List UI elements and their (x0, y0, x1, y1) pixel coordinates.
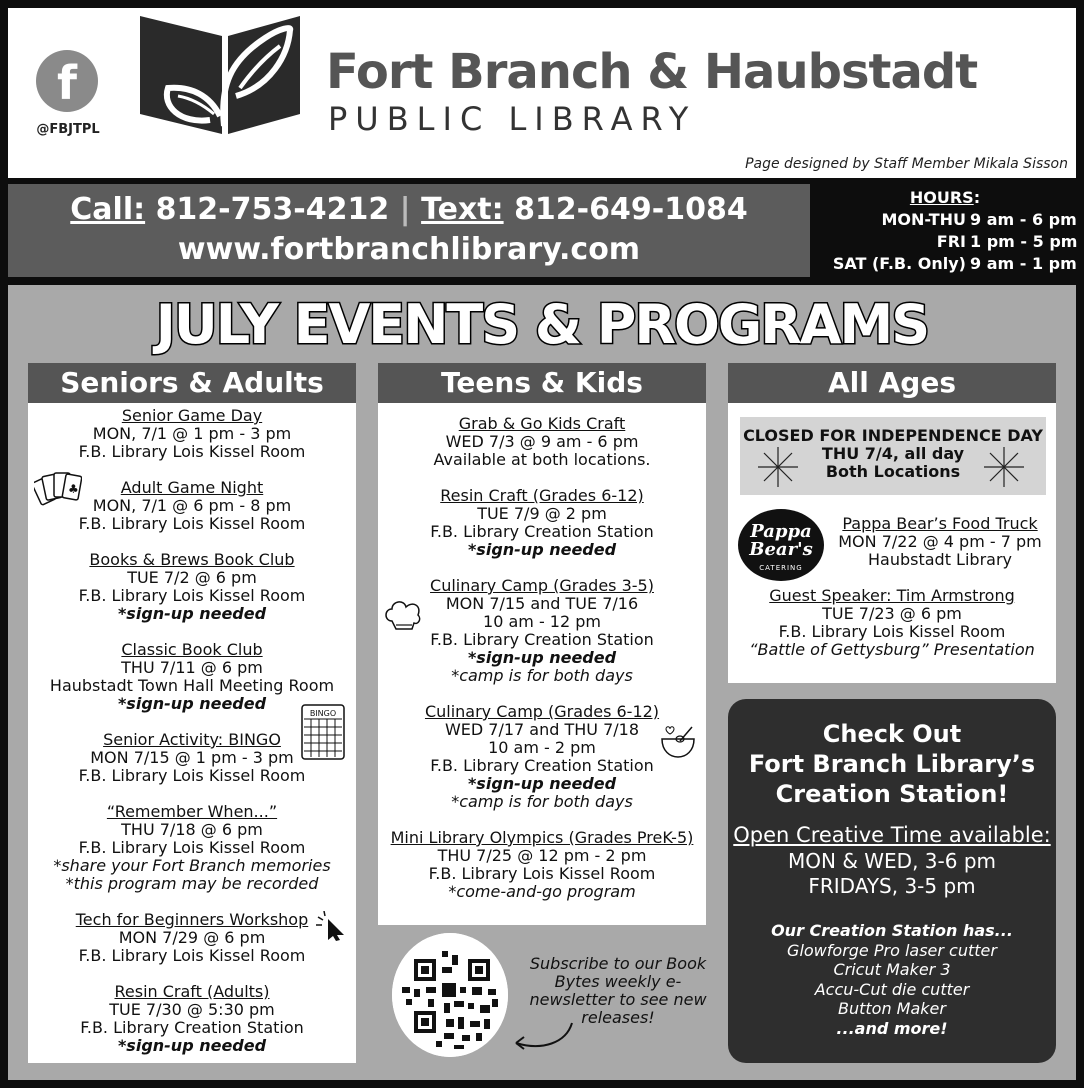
cursor-click-icon (314, 911, 348, 941)
all-ages-heading: All Ages (728, 363, 1056, 403)
all-ages-column (728, 403, 1056, 683)
closed-line: THU 7/4, all day (821, 444, 965, 463)
event-note: *come-and-go program (448, 882, 636, 901)
event-line: 10 am - 12 pm (483, 612, 601, 631)
event-name: Guest Speaker: Tim Armstrong (769, 586, 1015, 605)
creation-title-line: Creation Station! (775, 780, 1009, 808)
event-note: *share your Fort Branch memories (53, 856, 331, 875)
event-name: Senior Activity: BINGO (103, 730, 281, 749)
event-name: “Remember When...” (106, 802, 278, 821)
hours-days: SAT (F.B. Only) (832, 254, 966, 273)
signup-note: *sign-up needed (117, 604, 267, 623)
event-note: *camp is for both days (451, 666, 633, 685)
hours-title-colon: : (973, 188, 981, 207)
event-line: MON, 7/1 @ 1 pm - 3 pm (92, 424, 292, 443)
event-line: F.B. Library Lois Kissel Room (78, 838, 306, 857)
hours-days: FRI (936, 232, 966, 251)
event-line: F.B. Library Lois Kissel Room (78, 514, 306, 533)
event-item (378, 703, 706, 811)
text-number[interactable]: 812-649-1084 (514, 192, 748, 227)
event-note: “Battle of Gettysburg” Presentation (749, 640, 1035, 659)
event-name: Books & Brews Book Club (89, 550, 295, 569)
creation-title-line: Fort Branch Library’s (748, 750, 1036, 778)
event-line: F.B. Library Lois Kissel Room (78, 442, 306, 461)
event-item (378, 577, 706, 685)
event-name: Pappa Bear’s Food Truck (842, 514, 1038, 533)
teens-heading: Teens & Kids (378, 363, 706, 403)
event-line: F.B. Library Creation Station (430, 756, 654, 775)
seniors-heading: Seniors & Adults (28, 363, 356, 403)
signup-note: *sign-up needed (117, 694, 267, 713)
event-line: F.B. Library Lois Kissel Room (78, 586, 306, 605)
event-name: Culinary Camp (Grades 3-5) (430, 576, 654, 595)
newsletter-qr-code[interactable] (392, 933, 508, 1057)
open-creative-time: Open Creative Time available: (733, 823, 1051, 847)
pappa-logo-sub: CATERING (759, 564, 803, 572)
event-line: MON 7/15 and TUE 7/16 (445, 594, 639, 613)
call-label: Call: (70, 192, 146, 227)
facebook-handle: @FBJTPL (36, 122, 100, 137)
event-line: F.B. Library Creation Station (80, 1018, 304, 1037)
playing-cards-icon (34, 469, 82, 511)
creation-title-line: Check Out (822, 720, 962, 748)
equipment-item: Button Maker (838, 999, 946, 1018)
equipment-more: ...and more! (836, 1018, 948, 1038)
event-line: THU 7/18 @ 6 pm (121, 820, 263, 839)
hours-time: 1 pm - 5 pm (970, 232, 1078, 251)
event-item (28, 803, 356, 893)
event-line: TUE 7/30 @ 5:30 pm (109, 1000, 275, 1019)
event-line: F.B. Library Creation Station (430, 522, 654, 541)
event-line: F.B. Library Lois Kissel Room (778, 622, 1006, 641)
equipment-item: Glowforge Pro laser cutter (787, 940, 997, 960)
hours-title (814, 188, 1076, 207)
event-name: Resin Craft (Adults) (114, 982, 270, 1001)
event-item (378, 415, 706, 469)
event-name: Resin Craft (Grades 6-12) (440, 486, 644, 505)
equipment-item: Cricut Maker 3 (833, 960, 951, 979)
signup-note: *sign-up needed (467, 774, 617, 793)
hours-time: 9 am - 6 pm (970, 210, 1077, 229)
library-name: Fort Branch & Haubstadt (326, 44, 978, 100)
event-item (378, 829, 706, 901)
event-line: TUE 7/2 @ 6 pm (127, 568, 257, 587)
event-line: MON 7/15 @ 1 pm - 3 pm (90, 748, 294, 767)
equipment-item: Accu-Cut die cutter (814, 979, 970, 999)
bingo-label: BINGO (309, 709, 337, 718)
call-number[interactable]: 812-753-4212 (155, 192, 390, 227)
creation-title (728, 719, 1056, 809)
event-name: Senior Game Day (121, 406, 263, 425)
website-link[interactable]: www.fortbranchlibrary.com (177, 232, 641, 267)
schedule-line: FRIDAYS, 3-5 pm (808, 874, 976, 898)
event-name: Culinary Camp (Grades 6-12) (424, 702, 660, 721)
event-line: F.B. Library Lois Kissel Room (428, 864, 656, 883)
contact-phones (8, 192, 810, 227)
pappa-logo-text: Pappa Bear's (749, 521, 813, 560)
closed-line: Both Locations (825, 462, 961, 481)
contact-separator: | (399, 192, 411, 227)
main-panel (8, 285, 1076, 1080)
event-line: F.B. Library Creation Station (430, 630, 654, 649)
page-title: JULY EVENTS & PROGRAMS (155, 293, 929, 356)
event-line: WED 7/3 @ 9 am - 6 pm (445, 432, 639, 451)
signup-note: *sign-up needed (467, 648, 617, 667)
event-name: Tech for Beginners Workshop (75, 910, 309, 929)
event-line: THU 7/25 @ 12 pm - 2 pm (437, 846, 647, 865)
schedule-line: MON & WED, 3-6 pm (788, 849, 996, 873)
fireworks-icon (754, 443, 802, 491)
event-line: MON 7/29 @ 6 pm (118, 928, 266, 947)
pappa-bears-logo (738, 509, 824, 581)
event-name: Adult Game Night (120, 478, 264, 497)
event-note: *this program may be recorded (65, 874, 319, 893)
event-name: Classic Book Club (121, 640, 263, 659)
event-item (824, 515, 1056, 569)
event-line: MON, 7/1 @ 6 pm - 8 pm (92, 496, 292, 515)
event-line: WED 7/17 and THU 7/18 (444, 720, 640, 739)
event-line: TUE 7/23 @ 6 pm (822, 604, 962, 623)
subscribe-text: Subscribe to our Book Bytes weekly e-newsletter to see new releases! (529, 954, 707, 1027)
creation-station-panel (728, 699, 1056, 1063)
hours-time: 9 am - 1 pm (970, 254, 1077, 273)
event-item (728, 587, 1056, 659)
creation-equipment (728, 921, 1056, 1038)
event-line: MON 7/22 @ 4 pm - 7 pm (838, 532, 1042, 551)
closed-notice (740, 417, 1046, 495)
teens-column (378, 403, 706, 925)
library-logo-icon (140, 16, 300, 134)
hours-panel (814, 184, 1076, 277)
event-item (28, 551, 356, 623)
library-subtitle: PUBLIC LIBRARY (328, 100, 697, 138)
event-line: THU 7/11 @ 6 pm (121, 658, 263, 677)
header (8, 8, 1076, 178)
signup-note: *sign-up needed (467, 540, 617, 559)
contact-bar (8, 184, 810, 277)
event-item (28, 983, 356, 1055)
event-note: *camp is for both days (451, 792, 633, 811)
arrow-icon (508, 1021, 578, 1051)
event-line: F.B. Library Lois Kissel Room (78, 766, 306, 785)
svg-text:♣: ♣ (68, 482, 79, 496)
closed-line: CLOSED FOR INDEPENDENCE DAY (743, 426, 1043, 445)
event-item (378, 487, 706, 559)
chef-hat-icon (382, 599, 424, 633)
event-name: Mini Library Olympics (Grades PreK-5) (390, 828, 694, 847)
equipment-title: Our Creation Station has... (771, 921, 1013, 940)
event-line: Haubstadt Library (867, 550, 1012, 569)
mixing-bowl-icon (658, 723, 698, 761)
event-line: TUE 7/9 @ 2 pm (477, 504, 607, 523)
event-name: Grab & Go Kids Craft (458, 414, 626, 433)
facebook-icon[interactable]: f (36, 50, 98, 112)
event-line: F.B. Library Lois Kissel Room (78, 946, 306, 965)
event-line: 10 am - 2 pm (488, 738, 596, 757)
signup-note: *sign-up needed (117, 1036, 267, 1055)
seniors-column (28, 403, 356, 1063)
event-line: Available at both locations. (433, 450, 651, 469)
fireworks-icon (980, 443, 1028, 491)
text-label: Text: (421, 192, 504, 227)
creation-schedule (728, 849, 1056, 899)
hours-title-text: HOURS (909, 188, 974, 207)
designer-credit: Page designed by Staff Member Mikala Sisson (745, 156, 1068, 172)
event-item (28, 911, 356, 965)
bingo-card-icon (300, 703, 346, 761)
hours-days: MON-THU (881, 210, 966, 229)
event-item (28, 407, 356, 461)
event-line: Haubstadt Town Hall Meeting Room (49, 676, 335, 695)
